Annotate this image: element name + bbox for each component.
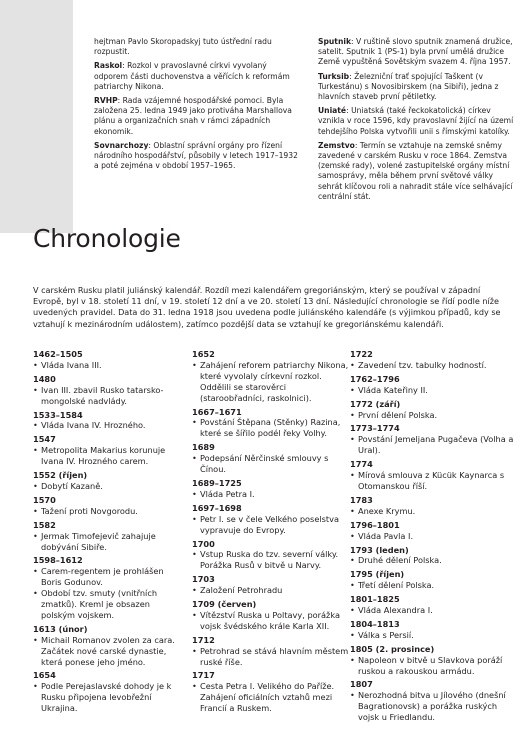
chronology-entry: [192, 599, 350, 632]
glossary-entry-rvhp: RVHP: Rada vzájemné hospodářské pomoci. Byla založena 25. ledna 1949 jako protiváha Marshallova plánu a organizačních snah v rámci západních ekonomik.: [94, 96, 292, 136]
chronology-entry: [350, 545, 520, 567]
chronology-event-list: [192, 417, 350, 439]
chronology-event: • Vláda Alexandra I.: [350, 605, 520, 616]
chronology-date: 1804–1813: [350, 618, 400, 629]
chronology-date: 1712: [192, 634, 215, 645]
chronology-event: • Druhé dělení Polska.: [350, 555, 520, 566]
chronology-event: • Vláda Kateřiny II.: [350, 385, 520, 396]
chronology-entry: [350, 594, 520, 616]
chronology-event: • Období tzv. smuty (vnitřních zmatků). Kreml je obsazen polským vojskem.: [33, 588, 179, 621]
glossary-entry-turksib: Turksib: Železniční trať spojující Taškent (v Turkestánu) s Novosibirskem (na Sibiři), jedna z hlavních staveb první pětiletky.: [318, 71, 499, 102]
chronology-event-list: [192, 585, 350, 596]
chronology-event: • Tažení proti Novgorodu.: [33, 506, 179, 517]
chronology-column-1: [33, 349, 179, 717]
chronology-entry: [350, 374, 520, 396]
chronology-event-list: [33, 481, 179, 492]
chronology-date: 1783: [350, 494, 373, 505]
chronology-event: • Vstup Ruska do tzv. severní války. Porážka Rusů v bitvě u Narvy.: [192, 549, 350, 571]
chronology-event-list: [192, 489, 350, 500]
chronology-column-2: [192, 349, 350, 717]
chronology-event-list: [350, 506, 520, 517]
chronology-entry: [192, 407, 350, 440]
chronology-event-list: [192, 453, 350, 475]
chronology-event-list: [192, 610, 350, 632]
chronology-entry: [350, 619, 520, 641]
chronology-event-list: [350, 605, 520, 616]
chronology-event: • Povstání Jemeljana Pugačeva (Volha a Ural).: [350, 434, 520, 456]
chronology-event-list: [192, 646, 350, 668]
chronology-event: • Napoleon v bitvě u Slavkova poráží ruskou a rakouskou armádu.: [350, 655, 520, 677]
chronology-column-3: [350, 349, 520, 726]
chronology-event-list: [350, 580, 520, 591]
chronology-event-list: [33, 506, 179, 517]
glossary-entry-raskol: Raskol: Rozkol v pravoslavné církvi vyvolaný odporem části duchovenstva a věřících k reformám patriarchy Nikona.: [94, 61, 290, 91]
chronology-event-list: [350, 410, 520, 421]
chronology-date: 1654: [33, 670, 56, 681]
chronology-event-list: [192, 681, 350, 714]
chronology-event-list: [33, 420, 179, 431]
chronology-event-list: [350, 655, 520, 677]
chronology-event-list: [350, 555, 520, 566]
glossary-entry-zemstvo: Zemstvo: Termín se vztahuje na zemské sněmy zavedené v carském Rusku v roce 1864. Zemstva (zemské rady), volené zastupitelské orgány místní samosprávy, měla během první světové války sehrát klíčovou roli a nahradit stále více selhávající centrální stát.: [318, 140, 513, 201]
chronology-event: • Vláda Ivana IV. Hrozného.: [33, 420, 179, 431]
chronology-entry: [350, 423, 520, 456]
chronology-entry: [350, 569, 520, 591]
chronology-event: • Petr I. se v čele Velkého poselstva vypravuje do Evropy.: [192, 514, 350, 536]
chronology-event: • Vítězství Ruska u Poltavy, porážka vojsk švédského krále Karla XII.: [192, 610, 350, 632]
chronology-event: • Zavedení tzv. tabulky hodností.: [350, 360, 520, 371]
chronology-date: 1689: [192, 442, 215, 453]
chronology-event-list: [350, 470, 520, 492]
chronology-event: • Anexe Krymu.: [350, 506, 520, 517]
chronology-date: 1613 (únor): [33, 623, 88, 634]
chronology-event-list: [350, 385, 520, 396]
chronology-date: 1552 (říjen): [33, 470, 88, 481]
chronology-event: • První dělení Polska.: [350, 410, 520, 421]
chronology-date: 1805 (2. prosince): [350, 643, 435, 654]
chronology-event-list: [33, 635, 179, 668]
chronology-date: 1480: [33, 373, 56, 384]
chronology-entry: [350, 459, 520, 492]
intro-paragraph: V carském Rusku platil juliánský kalendář. Rozdíl mezi kalendářem gregoriánským, který se používal v západní Evropě, byl v 18. století 11 dní, v 19. století 12 dní a ve 20. století 13 dní. Následující chronologie se řídí podle níže uvedených pravidel. Data do 31. ledna 1918 jsou uvedena podle juliánského kalendáře (s výjimkou případů, kdy se vztahují k mezinárodním událostem), zatímco pozdější data se vztahují ke gregoriánskému kalendáři.: [33, 285, 501, 329]
chronology-entry: [33, 374, 179, 407]
chronology-event: • Cesta Petra I. Velikého do Paříže. Zahájení oficiálních vztahů mezi Francií a Ruskem.: [192, 681, 350, 714]
glossary-entry-sovnarchozy: Sovnarchozy: Oblastní správní orgány pro řízení národního hospodářství, působily v letech 1917–1932 a poté zejména v období 1957–1965.: [94, 140, 298, 171]
chronology-entry: [350, 399, 520, 421]
chronology-entry: [33, 555, 179, 620]
chronology-entry: [350, 520, 520, 542]
chronology-event-list: [350, 690, 520, 723]
chronology-entry: [33, 470, 179, 492]
chronology-entry: [192, 539, 350, 572]
chronology-entry: [33, 349, 179, 371]
chronology-event: • Metropolita Makarius korunuje Ivana IV. Hrozného carem.: [33, 445, 179, 467]
chronology-event: • Vláda Petra I.: [192, 489, 350, 500]
chronology-date: 1697–1698: [192, 502, 242, 513]
glossary-entry-sputnik: Sputnik: V ruštině slovo sputnik znamená družice, satelit. Sputnik 1 (PS-1) byla první umělá družice Země vypuštěná Sovětským svazem 4. října 1957.: [318, 37, 513, 67]
chronology-event: • Povstání Štěpana (Stěnky) Razina, které se šířilo podél řeky Volhy.: [192, 417, 350, 439]
chronology-date: 1722: [350, 349, 373, 359]
chronology-event-list: [192, 514, 350, 536]
chronology-event: • Založení Petrohradu: [192, 585, 350, 596]
chronology-event-list: [33, 360, 179, 371]
chronology-entry: [33, 495, 179, 517]
chronology-entry: [192, 503, 350, 536]
chronology-date: 1547: [33, 434, 56, 445]
chronology-entry: [192, 442, 350, 475]
chronology-event: • Třetí dělení Polska.: [350, 580, 520, 591]
chronology-event-list: [33, 385, 179, 407]
decorative-gray-block: [0, 0, 73, 233]
chronology-date: 1652: [192, 349, 215, 359]
chronology-event-list: [350, 630, 520, 641]
chronology-date: 1598–1612: [33, 555, 83, 566]
chronology-event-list: [33, 531, 179, 553]
chronology-date: 1795 (říjen): [350, 569, 405, 580]
chronology-entry: [33, 624, 179, 668]
section-title: Chronologie: [33, 224, 181, 253]
chronology-entry: [33, 410, 179, 432]
chronology-date: 1762–1796: [350, 373, 400, 384]
chronology-event: • Michail Romanov zvolen za cara. Začátek nové carské dynastie, která ponese jeho jméno.: [33, 635, 179, 668]
chronology-date: 1533–1584: [33, 409, 83, 420]
chronology-event: • Dobytí Kazaně.: [33, 481, 179, 492]
chronology-event-list: [33, 445, 179, 467]
chronology-date: 1772 (září): [350, 398, 401, 409]
chronology-entry: [192, 349, 350, 404]
chronology-entry: [192, 478, 350, 500]
chronology-date: 1462–1505: [33, 349, 83, 359]
chronology-event: • Nerozhodná bitva u Jílového (dnešní Bagrationovsk) a porážka ruských vojsk u Friedlandu.: [350, 690, 520, 723]
chronology-event: • Vláda Pavla I.: [350, 531, 520, 542]
chronology-date: 1796–1801: [350, 519, 400, 530]
glossary-entry-uniate: Uniaté: Uniatská (také řeckokatolická) církev vznikla v roce 1596, kdy pravoslavní žijící na území tehdejšího Polska vytvořili unii s římskými katolíky.: [318, 106, 514, 136]
chronology-event: • Podle Perejaslavské dohody je k Rusku připojena levobřežní Ukrajina.: [33, 681, 179, 714]
chronology-entry: [33, 520, 179, 553]
chronology-event-list: [350, 360, 520, 371]
chronology-event: • Vláda Ivana III.: [33, 360, 179, 371]
chronology-event: • Petrohrad se stává hlavním městem ruské říše.: [192, 646, 350, 668]
chronology-date: 1709 (červen): [192, 599, 257, 610]
chronology-entry: [350, 349, 520, 371]
chronology-event-list: [33, 681, 179, 714]
chronology-event: • Jermak Timofejevič zahajuje dobývání Sibiře.: [33, 531, 179, 553]
chronology-entry: [350, 644, 520, 677]
glossary-entry: hejtman Pavlo Skoropadskyj tuto ústřední radu rozpustit.: [94, 37, 272, 57]
chronology-event-list: [33, 566, 179, 621]
chronology-event-list: [192, 549, 350, 571]
chronology-entry: [192, 574, 350, 596]
chronology-event: • Ivan III. zbavil Rusko tatarsko-mongolské nadvlády.: [33, 385, 179, 407]
chronology-event: • Mírová smlouva z Kücük Kaynarca s Otomanskou říší.: [350, 470, 520, 492]
glossary-left-column: [94, 37, 300, 175]
chronology-date: 1774: [350, 459, 373, 470]
chronology-event-list: [350, 531, 520, 542]
chronology-event-list: [192, 360, 350, 404]
chronology-entry: [192, 635, 350, 668]
chronology-entry: [350, 495, 520, 517]
chronology-entry: [33, 670, 179, 714]
chronology-event: • Carem-regentem je prohlášen Boris Godunov.: [33, 566, 179, 588]
chronology-date: 1801–1825: [350, 594, 400, 605]
chronology-date: 1717: [192, 670, 215, 681]
chronology-date: 1689–1725: [192, 477, 242, 488]
chronology-entry: [350, 679, 520, 723]
chronology-date: 1700: [192, 538, 215, 549]
chronology-event-list: [350, 434, 520, 456]
chronology-event: • Válka s Persií.: [350, 630, 520, 641]
chronology-event: • Zahájení reforem patriarchy Nikona, které vyvolaly církevní rozkol. Oddělili se starověrci (staroobřadníci, raskolnici).: [192, 360, 350, 404]
chronology-entry: [192, 670, 350, 714]
chronology-date: 1807: [350, 679, 373, 690]
chronology-entry: [33, 434, 179, 467]
chronology-date: 1793 (leden): [350, 544, 409, 555]
chronology-date: 1773–1774: [350, 423, 400, 434]
chronology-date: 1703: [192, 574, 215, 585]
chronology-date: 1667–1671: [192, 406, 242, 417]
chronology-date: 1570: [33, 494, 56, 505]
glossary-right-column: [318, 37, 518, 206]
chronology-event: • Podepsání Něrčinské smlouvy s Čínou.: [192, 453, 350, 475]
chronology-date: 1582: [33, 519, 56, 530]
